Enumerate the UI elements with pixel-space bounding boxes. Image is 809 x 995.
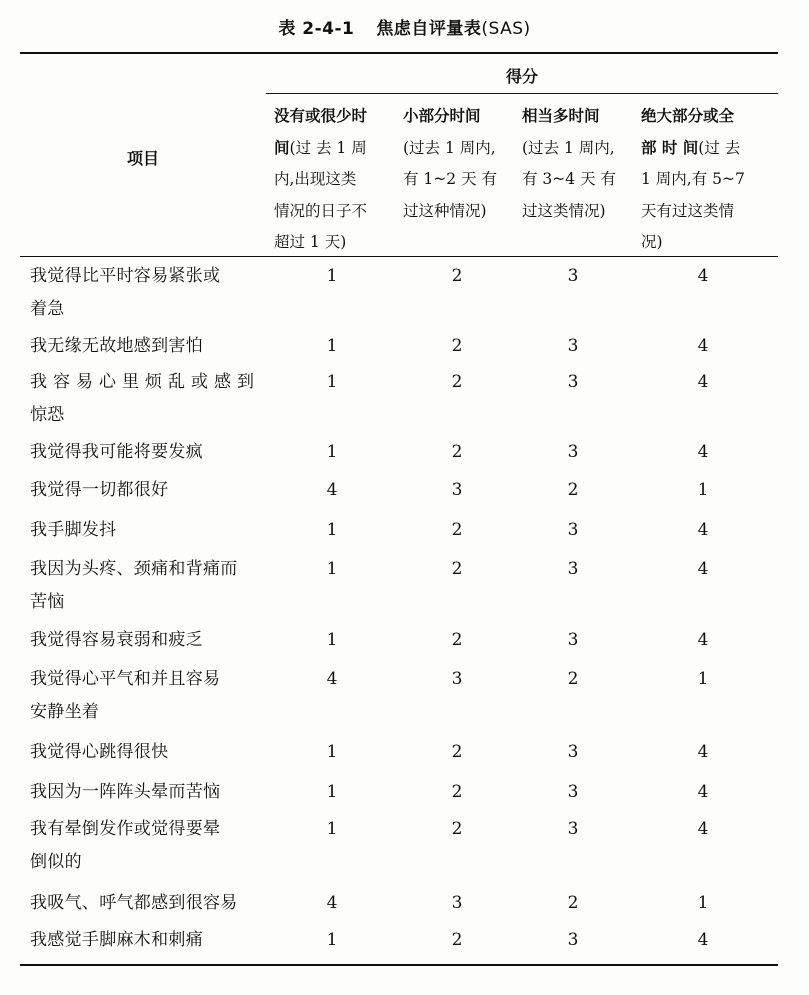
item-label-line: 我觉得我可能将要发疯 — [30, 442, 203, 462]
item-label — [30, 776, 262, 809]
item-label — [30, 553, 262, 619]
score-cell: 3 — [567, 930, 579, 950]
score-group-header: 得分 — [505, 67, 538, 86]
score-cell: 3 — [567, 559, 579, 579]
column-title: 小部分时间 — [403, 107, 481, 125]
score-cell: 1 — [697, 893, 709, 913]
item-label — [30, 887, 262, 920]
item-label — [30, 366, 262, 432]
bottom-rule — [20, 964, 778, 966]
item-label-line: 着急 — [30, 299, 65, 319]
header-rule — [20, 256, 778, 257]
column-header-line — [522, 101, 640, 133]
column-description: 内,出现这类 — [274, 170, 357, 188]
item-label-line: 我感觉手脚麻木和刺痛 — [30, 930, 203, 950]
score-cell: 4 — [697, 630, 709, 650]
score-cell: 2 — [451, 442, 463, 462]
item-label-line: 我有晕倒发作或觉得要晕 — [30, 819, 221, 839]
column-description: 有 3~4 天 有 — [522, 170, 616, 188]
score-cell: 4 — [697, 336, 709, 356]
item-label-line: 苦恼 — [30, 592, 65, 612]
score-cell: 4 — [697, 559, 709, 579]
score-cell: 4 — [697, 266, 709, 286]
score-cell: 1 — [326, 372, 338, 392]
score-cell: 2 — [451, 372, 463, 392]
item-label — [30, 474, 262, 507]
score-cell: 4 — [697, 782, 709, 802]
score-cell: 4 — [326, 480, 338, 500]
item-label — [30, 924, 262, 957]
score-cell: 1 — [326, 520, 338, 540]
caption-title: 焦虑自评量表 — [376, 19, 482, 39]
score-cell: 3 — [567, 266, 579, 286]
column-title: 绝大部分或全 — [641, 107, 735, 125]
caption-abbr: (SAS) — [481, 19, 531, 39]
score-cell: 1 — [326, 782, 338, 802]
item-label-line: 我觉得心跳得很快 — [30, 742, 169, 762]
item-label — [30, 813, 262, 879]
score-cell: 1 — [326, 819, 338, 839]
item-label — [30, 514, 262, 547]
score-cell: 2 — [451, 782, 463, 802]
score-column-header — [403, 101, 521, 227]
score-cell: 2 — [451, 630, 463, 650]
score-cell: 4 — [697, 742, 709, 762]
score-cell: 2 — [451, 819, 463, 839]
item-label-line: 我因为一阵阵头晕而苦恼 — [30, 782, 221, 802]
column-header-line — [641, 133, 769, 165]
column-title: 相当多时间 — [522, 107, 600, 125]
top-rule — [20, 52, 778, 54]
score-cell: 1 — [326, 630, 338, 650]
column-description: 况) — [641, 233, 663, 251]
score-cell: 3 — [567, 372, 579, 392]
score-cell: 4 — [326, 669, 338, 689]
item-label-line: 我因为头疼、颈痛和背痛而 — [30, 559, 238, 579]
item-label — [30, 736, 262, 769]
score-cell: 3 — [567, 520, 579, 540]
score-cell: 3 — [451, 669, 463, 689]
score-column-header — [274, 101, 402, 259]
item-label-line: 我觉得比平时容易紧张或 — [30, 266, 221, 286]
score-cell: 2 — [451, 742, 463, 762]
column-title: 间 — [274, 138, 290, 157]
score-cell: 3 — [567, 442, 579, 462]
score-cell: 1 — [697, 669, 709, 689]
item-label-line: 我吸气、呼气都感到很容易 — [30, 893, 238, 913]
column-description: 有 1~2 天 有 — [403, 170, 497, 188]
score-cell: 4 — [326, 893, 338, 913]
score-cell: 2 — [451, 336, 463, 356]
column-header-line — [641, 101, 769, 133]
score-cell: 4 — [697, 442, 709, 462]
column-description: 1 周内,有 5~7 — [641, 170, 745, 188]
score-cell: 1 — [326, 442, 338, 462]
score-cell: 3 — [451, 893, 463, 913]
item-label-line: 我无缘无故地感到害怕 — [30, 336, 203, 356]
column-header-line — [274, 101, 402, 133]
score-cell: 1 — [326, 336, 338, 356]
item-label-line: 我觉得一切都很好 — [30, 480, 169, 500]
column-title: 没有或很少时 — [274, 107, 368, 125]
score-cell: 3 — [567, 782, 579, 802]
item-label-line: 安静坐着 — [30, 702, 100, 722]
item-label — [30, 330, 262, 363]
table-caption — [0, 14, 809, 39]
column-description: (过 去 — [698, 138, 741, 157]
score-cell: 3 — [567, 819, 579, 839]
column-header-line — [403, 101, 521, 133]
column-description: 过这类情况) — [522, 201, 606, 220]
score-cell: 4 — [697, 930, 709, 950]
item-label — [30, 624, 262, 657]
column-description: (过 去 1 周 — [289, 138, 367, 157]
column-description: 情况的日子不 — [274, 201, 368, 220]
column-description: (过去 1 周内, — [403, 138, 496, 157]
score-cell: 1 — [326, 266, 338, 286]
score-cell: 2 — [567, 893, 579, 913]
item-label-line: 倒似的 — [30, 852, 82, 872]
column-description: (过去 1 周内, — [522, 138, 615, 157]
score-cell: 1 — [326, 559, 338, 579]
item-column-header: 项目 — [126, 149, 159, 168]
score-cell: 2 — [451, 520, 463, 540]
column-header-line — [274, 133, 402, 165]
score-cell: 2 — [451, 266, 463, 286]
score-cell: 3 — [567, 336, 579, 356]
item-label-line: 我手脚发抖 — [30, 520, 117, 540]
score-cell: 4 — [697, 372, 709, 392]
score-cell: 4 — [697, 819, 709, 839]
score-cell: 4 — [697, 520, 709, 540]
score-cell: 1 — [326, 930, 338, 950]
score-cell: 1 — [697, 480, 709, 500]
column-description: 过这种情况) — [403, 201, 487, 220]
item-label-line: 惊恐 — [30, 405, 65, 425]
item-label-line: 我觉得心平气和并且容易 — [30, 669, 221, 689]
item-label — [30, 260, 262, 326]
score-cell: 2 — [567, 480, 579, 500]
item-label-line: 我 容 易 心 里 烦 乱 或 感 到 — [30, 372, 255, 392]
score-column-header — [641, 101, 769, 259]
score-cell: 3 — [451, 480, 463, 500]
score-cell: 3 — [567, 630, 579, 650]
score-cell: 3 — [567, 742, 579, 762]
item-label — [30, 663, 262, 729]
score-cell: 2 — [451, 930, 463, 950]
score-column-header — [522, 101, 640, 227]
column-description: 超过 1 天) — [274, 233, 347, 251]
column-title: 部 时 间 — [641, 138, 699, 157]
score-cell: 2 — [567, 669, 579, 689]
item-label-line: 我觉得容易衰弱和疲乏 — [30, 630, 203, 650]
score-cell: 1 — [326, 742, 338, 762]
column-description: 天有过这类情 — [641, 201, 735, 220]
item-label — [30, 436, 262, 469]
score-cell: 2 — [451, 559, 463, 579]
caption-number: 表 2-4-1 — [278, 19, 355, 39]
group-rule — [266, 93, 778, 94]
